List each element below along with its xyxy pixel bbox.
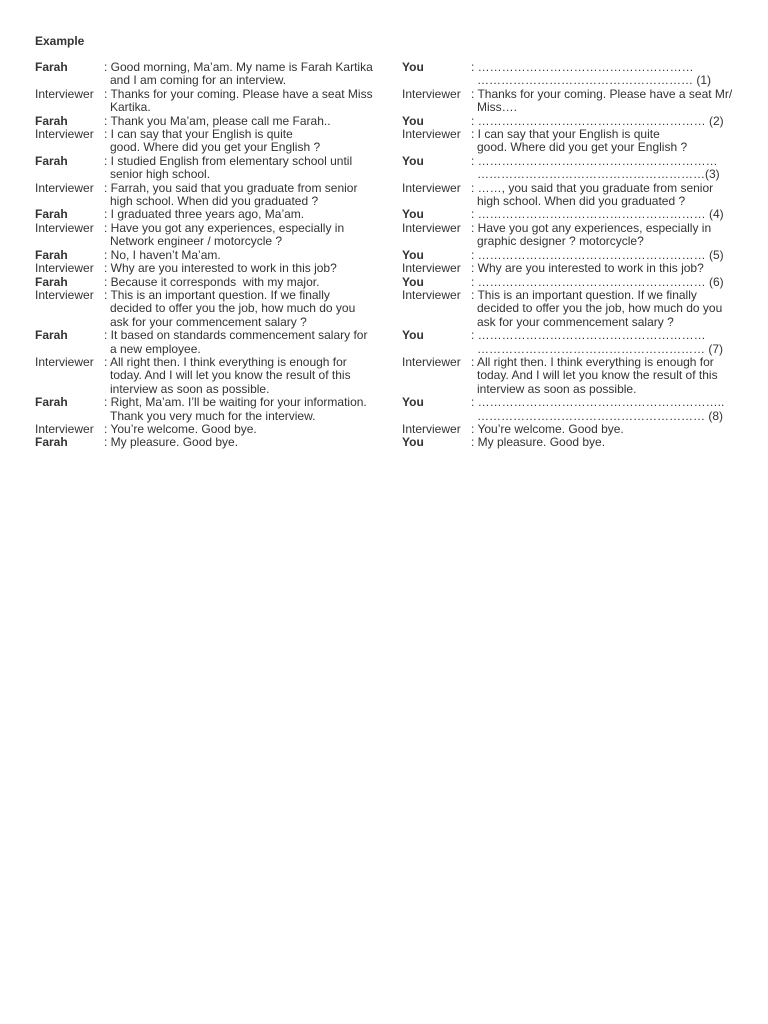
speaker-label: Interviewer [35,261,94,276]
dialogue-row [402,436,737,449]
dialogue-line: : ……………………………………………… [471,60,694,74]
dialogue-row [35,276,380,289]
dialogue-row [35,61,380,88]
speaker-label: You [402,274,424,289]
dialogue-text [471,128,737,155]
dialogue-line: senior high school. [110,167,211,182]
dialogue-line: : ………………………………………………… (2) [471,113,724,128]
example-dialogue-column [35,61,380,450]
speaker-label: You [402,207,424,222]
dialogue-row [402,329,737,356]
dialogue-text [471,356,737,396]
dialogue-line: Network engineer / motorcycle ? [110,234,283,249]
dialogue-line: : It based on standards commencement salary for [104,328,368,343]
dialogue-line: today. And I will let you know the result of this [110,368,351,383]
dialogue-line: Miss…. [477,100,517,115]
speaker-label: Interviewer [35,86,94,101]
speaker-label: Farah [35,153,68,168]
speaker-label: You [402,153,424,168]
dialogue-row [35,262,380,275]
dialogue-row [402,396,737,423]
dialogue-text [104,423,380,436]
dialogue-line: : All right then. I think everything is enough for [104,354,347,369]
dialogue-line: : My pleasure. Good bye. [104,435,239,450]
dialogue-row [402,276,737,289]
dialogue-line: interview as soon as possible. [110,381,270,396]
dialogue-row [35,396,380,423]
dialogue-text [471,436,737,449]
dialogue-line: : ………………………………………………… (4) [471,207,724,222]
dialogue-text [104,262,380,275]
dialogue-row [402,222,737,249]
dialogue-line: ………………………………………………… (7) [477,341,723,356]
dialogue-line: Kartika. [110,100,151,115]
speaker-label: Interviewer [402,220,461,235]
dialogue-line: : I can say that your English is quite [471,127,660,142]
dialogue-line: : …………………………………………………….. [471,395,725,410]
dialogue-text [104,155,380,182]
dialogue-line: : ………………………………………………… (5) [471,247,724,262]
speaker-label: You [402,395,424,410]
dialogue-line: high school. When did you graduated ? [110,194,319,209]
dialogue-row [35,423,380,436]
dialogue-text [471,396,737,423]
dialogue-line: ask for your commencement salary ? [477,314,674,329]
dialogue-line: : …………………………………………………… [471,153,718,168]
dialogue-line: : Right, Ma’am. I’ll be waiting for your information. [104,395,367,410]
speaker-label: Farah [35,328,68,343]
dialogue-line: : Because it corresponds with my major. [104,274,320,289]
speaker-label: Interviewer [402,180,461,195]
dialogue-row [402,208,737,221]
dialogue-text [104,182,380,209]
dialogue-line: : ………………………………………………… [471,328,706,343]
speaker-label: Farah [35,247,68,262]
dialogue-line: interview as soon as possible. [477,381,637,396]
speaker-label: Interviewer [402,127,461,142]
dialogue-row [35,436,380,449]
dialogue-line: : This is an important question. If we finally [104,287,330,302]
speaker-label: Interviewer [35,220,94,235]
speaker-label: You [402,435,424,450]
dialogue-line: : I graduated three years ago, Ma’am. [104,207,305,222]
dialogue-text [104,289,380,329]
speaker-label: Farah [35,395,68,410]
dialogue-row [402,88,737,115]
dialogue-row [402,115,737,128]
dialogue-row [35,208,380,221]
speaker-label: Interviewer [402,354,461,369]
dialogue-text [471,423,737,436]
dialogue-row [35,128,380,155]
dialogue-row [402,289,737,329]
dialogue-line: : Thank you Ma’am, please call me Farah.. [104,113,331,128]
dialogue-text [104,115,380,128]
dialogue-row [35,155,380,182]
dialogue-line: : Have you got any experiences, especially in [471,220,712,235]
page-heading: Example [35,34,85,48]
dialogue-text [104,128,380,155]
dialogue-line: : ……, you said that you graduate from senior [471,180,714,195]
speaker-label: Farah [35,435,68,450]
dialogue-line: ask for your commencement salary ? [110,314,307,329]
dialogue-line: good. Where did you get your English ? [477,140,688,155]
dialogue-row [35,115,380,128]
dialogue-line: : I studied English from elementary school until [104,153,353,168]
dialogue-row [35,356,380,396]
speaker-label: Interviewer [402,287,461,302]
dialogue-row [35,249,380,262]
dialogue-text [104,208,380,221]
dialogue-row [35,222,380,249]
speaker-label: You [402,328,424,343]
dialogue-text [471,155,737,182]
dialogue-line: good. Where did you get your English ? [110,140,321,155]
dialogue-line: decided to offer you the job, how much do you [477,301,723,316]
dialogue-row [35,329,380,356]
dialogue-line: : This is an important question. If we finally [471,287,697,302]
dialogue-text [104,249,380,262]
dialogue-line: : Why are you interested to work in this job? [104,261,337,276]
dialogue-line: : ………………………………………………… (6) [471,274,724,289]
dialogue-text [471,262,737,275]
dialogue-line: : You’re welcome. Good bye. [104,421,257,436]
dialogue-line: decided to offer you the job, how much do you [110,301,356,316]
dialogue-text [104,356,380,396]
dialogue-row [35,182,380,209]
dialogue-text [104,436,380,449]
dialogue-text [471,208,737,221]
speaker-label: You [402,60,424,74]
speaker-label: Interviewer [35,127,94,142]
speaker-label: You [402,247,424,262]
dialogue-text [104,222,380,249]
speaker-label: Farah [35,274,68,289]
speaker-label: Interviewer [35,421,94,436]
dialogue-row [402,262,737,275]
dialogue-text [471,115,737,128]
dialogue-text [104,396,380,423]
dialogue-text [471,276,737,289]
dialogue-row [402,356,737,396]
dialogue-line: Thank you very much for the interview. [110,408,316,423]
dialogue-line: : No, I haven’t Ma’am. [104,247,221,262]
dialogue-text [104,88,380,115]
speaker-label: Farah [35,60,68,74]
dialogue-line: today. And I will let you know the result of this [477,368,718,383]
speaker-label: Farah [35,113,68,128]
dialogue-line: : Thanks for your coming. Please have a seat Miss [104,86,373,101]
dialogue-row [35,88,380,115]
dialogue-line: : Have you got any experiences, especially in [104,220,345,235]
dialogue-line: : Farrah, you said that you graduate from senior [104,180,358,195]
dialogue-row [402,155,737,182]
dialogue-row [35,289,380,329]
dialogue-row [402,182,737,209]
dialogue-line: ……………………………………………… (1) [477,73,711,88]
speaker-label: Interviewer [402,261,461,276]
dialogue-text [104,276,380,289]
dialogue-line: a new employee. [110,341,201,356]
speaker-label: You [402,113,424,128]
speaker-label: Interviewer [402,86,461,101]
dialogue-row [402,128,737,155]
speaker-label: Interviewer [35,287,94,302]
dialogue-text [104,61,380,88]
dialogue-line: : Good morning, Ma’am. My name is Farah Kartika [104,60,373,74]
speaker-label: Farah [35,207,68,222]
dialogue-line: : Why are you interested to work in this job? [471,261,704,276]
dialogue-text [471,61,737,88]
dialogue-line: : All right then. I think everything is enough for [471,354,714,369]
exercise-dialogue-column [402,61,737,450]
dialogue-row [402,249,737,262]
dialogue-text [471,88,737,115]
dialogue-text [104,329,380,356]
dialogue-text [471,249,737,262]
dialogue-row [402,423,737,436]
dialogue-text [471,222,737,249]
dialogue-text [471,182,737,209]
speaker-label: Interviewer [402,421,461,436]
dialogue-line: …………………………………………………(3) [477,167,720,182]
dialogue-line: and I am coming for an interview. [110,73,287,88]
dialogue-line: : My pleasure. Good bye. [471,435,606,450]
dialogue-text [471,329,737,356]
speaker-label: Interviewer [35,354,94,369]
dialogue-line: : You’re welcome. Good bye. [471,421,624,436]
speaker-label: Interviewer [35,180,94,195]
dialogue-row [402,61,737,88]
dialogue-text [471,289,737,329]
dialogue-line: ………………………………………………… (8) [477,408,723,423]
dialogue-line: : I can say that your English is quite [104,127,293,142]
dialogue-line: : Thanks for your coming. Please have a seat Mr/ [471,86,733,101]
dialogue-line: high school. When did you graduated ? [477,194,686,209]
dialogue-line: graphic designer ? motorcycle? [477,234,644,249]
